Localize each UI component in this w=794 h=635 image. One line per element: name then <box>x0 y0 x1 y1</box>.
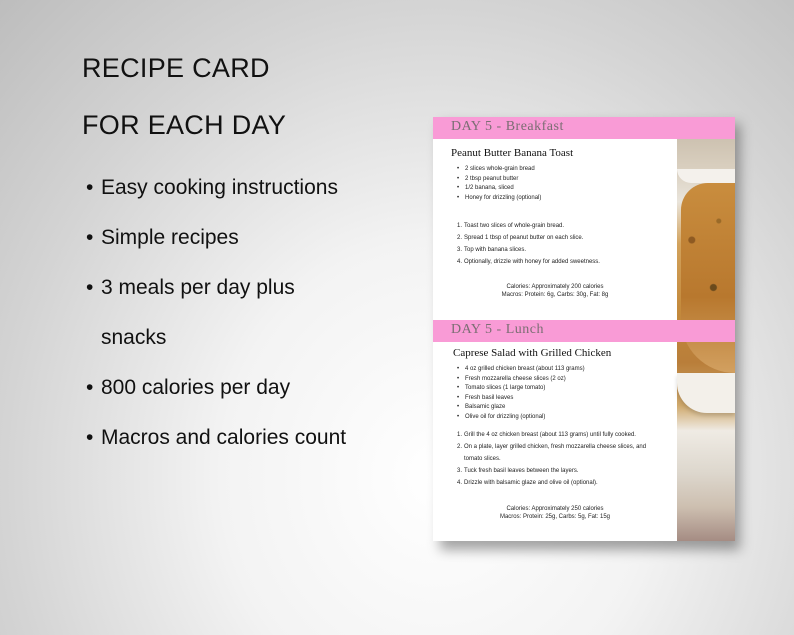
day-band-breakfast-edge <box>677 117 735 139</box>
step-item <box>457 220 657 232</box>
step-item <box>457 256 657 268</box>
ingredient-item: • 2 slices whole-grain bread <box>457 165 541 175</box>
step-number: 1. <box>457 432 463 438</box>
ingredient-item: • 2 tbsp peanut butter <box>457 175 541 185</box>
headline-line-2: FOR EACH DAY <box>82 110 287 140</box>
step-list-breakfast <box>457 220 657 268</box>
ingredient-item: • Honey for drizzling (optional) <box>457 194 541 204</box>
feature-list <box>86 175 346 475</box>
step-text: Optionally, drizzle with honey for added sweetness. <box>464 259 600 265</box>
step-text: Drizzle with balsamic glaze and olive oil (optional). <box>464 480 598 486</box>
step-number: 4. <box>457 480 463 486</box>
feature-text: Macros and calories count <box>101 426 347 449</box>
feature-text: Easy cooking instructions <box>101 176 338 199</box>
ingredient-item: • 4 oz grilled chicken breast (about 113 grams) <box>457 365 585 375</box>
calories-text: Calories: Approximately 200 calories <box>506 284 604 290</box>
bowl-rim <box>677 169 735 183</box>
macros-text: Macros: Protein: 25g, Carbs: 5g, Fat: 15g <box>499 514 611 520</box>
step-item <box>457 244 657 256</box>
ingredient-item: • Fresh basil leaves <box>457 394 585 404</box>
ingredient-item: • 1/2 banana, sliced <box>457 184 541 194</box>
step-item <box>457 477 657 489</box>
step-item <box>457 429 657 441</box>
feature-item <box>86 225 346 250</box>
step-number: 4. <box>457 259 463 265</box>
feature-item <box>86 375 346 400</box>
nutrition-info-lunch <box>433 505 677 521</box>
step-number: 1. <box>457 223 463 229</box>
ingredient-list-lunch <box>457 365 585 422</box>
step-list-lunch <box>457 429 657 489</box>
feature-item <box>86 175 346 200</box>
step-text: Top with banana slices. <box>464 247 527 253</box>
step-item <box>457 441 657 465</box>
recipe-title-breakfast: Peanut Butter Banana Toast <box>451 147 574 159</box>
ingredient-item: • Balsamic glaze <box>457 403 585 413</box>
step-text: Toast two slices of whole-grain bread. <box>464 223 565 229</box>
step-number: 2. <box>457 235 463 241</box>
feature-text: 3 meals per day plus <box>101 276 295 299</box>
calories-text: Calories: Approximately 250 calories <box>506 506 604 512</box>
ingredient-item: • Tomato slices (1 large tomato) <box>457 384 585 394</box>
step-number: 3. <box>457 247 463 253</box>
step-text: Grill the 4 oz chicken breast (about 113 grams) until fully cooked. <box>464 432 636 438</box>
step-item <box>457 232 657 244</box>
soup <box>681 183 735 373</box>
day-label-lunch: DAY 5 - Lunch <box>451 322 544 337</box>
ingredient-item: • Fresh mozzarella cheese slices (2 oz) <box>457 375 585 385</box>
step-number: 3. <box>457 468 463 474</box>
feature-text-continuation: snacks <box>101 326 167 349</box>
day-band-lunch-edge <box>677 320 735 342</box>
step-text: Tuck fresh basil leaves between the layers. <box>464 468 579 474</box>
bowl-base <box>677 373 735 413</box>
nutrition-info-breakfast <box>433 283 677 299</box>
feature-text: 800 calories per day <box>101 376 291 399</box>
feature-text: Simple recipes <box>101 226 239 249</box>
day-band-breakfast <box>433 117 677 139</box>
ingredient-list-breakfast <box>457 165 541 203</box>
step-text: Spread 1 tbsp of peanut butter on each slice. <box>464 235 584 241</box>
feature-item <box>86 275 346 350</box>
headline-line-1: RECIPE CARD <box>82 53 270 83</box>
recipe-title-lunch: Caprese Salad with Grilled Chicken <box>453 347 612 359</box>
ingredient-item: • Olive oil for drizzling (optional) <box>457 413 585 423</box>
step-number: 2. <box>457 444 463 450</box>
step-text: On a plate, layer grilled chicken, fresh mozzarella cheese slices, and tomato slices. <box>464 444 647 462</box>
macros-text: Macros: Protein: 6g, Carbs: 30g, Fat: 8g <box>501 292 609 298</box>
day-band-lunch <box>433 320 677 342</box>
feature-item <box>86 425 346 450</box>
recipe-card <box>433 117 735 541</box>
day-label-breakfast: DAY 5 - Breakfast <box>451 119 564 134</box>
step-item <box>457 465 657 477</box>
